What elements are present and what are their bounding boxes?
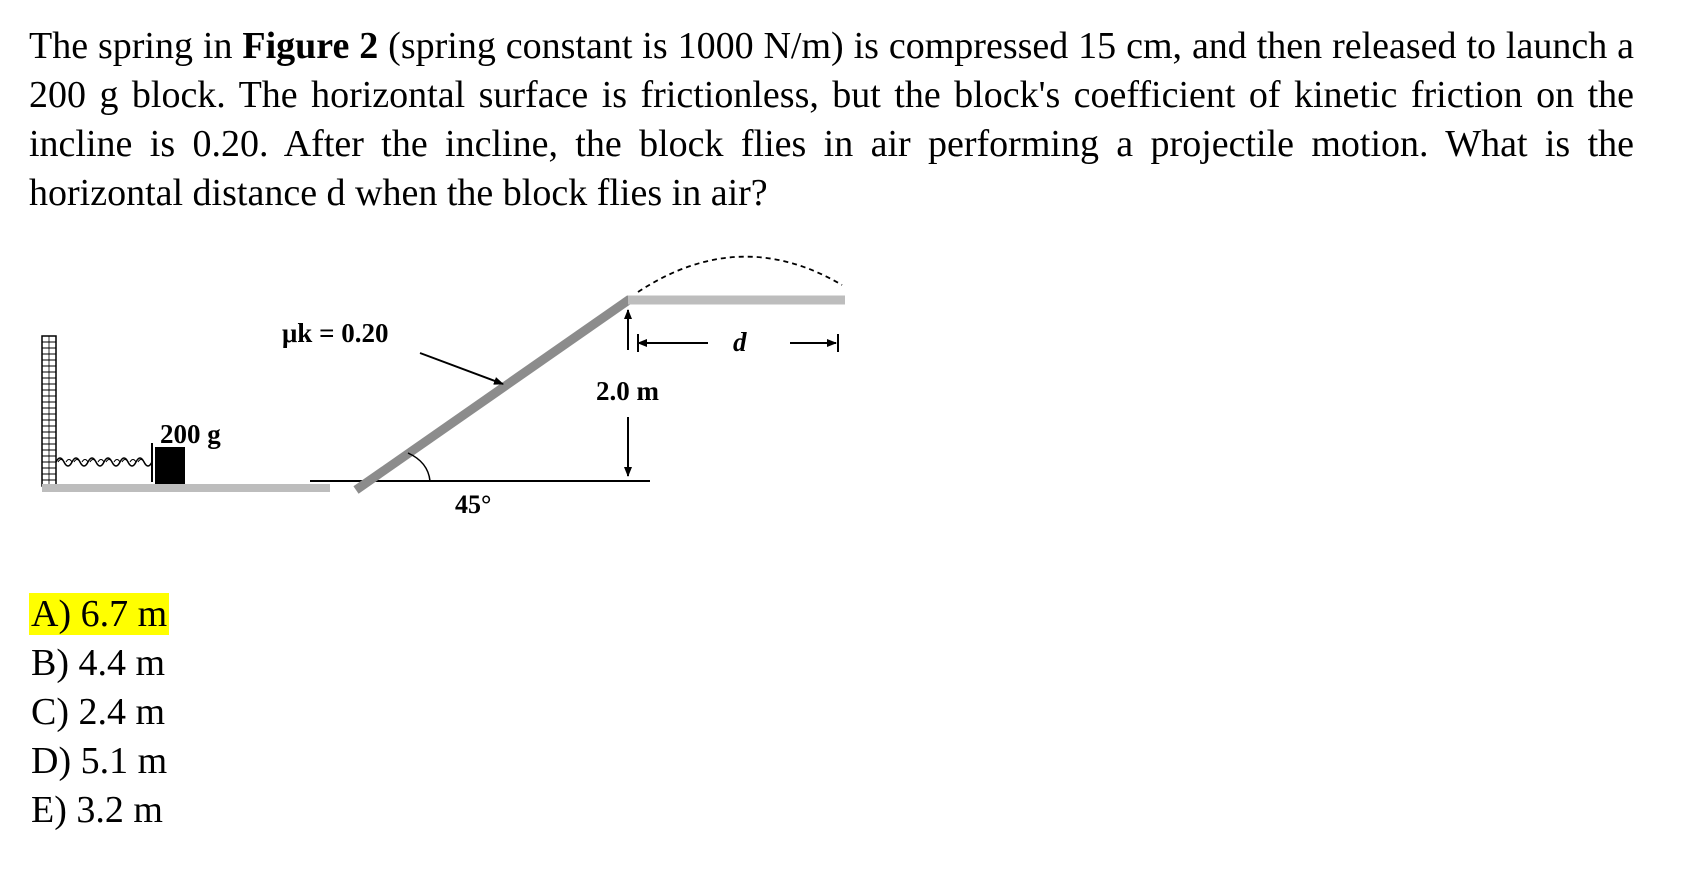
wall: [42, 336, 56, 486]
trajectory-path: [638, 257, 842, 292]
choice-d[interactable]: [29, 737, 169, 786]
friction-label: μk = 0.20: [282, 318, 389, 348]
choice-c-label: C) 2.4 m: [31, 691, 166, 733]
figure-svg: [0, 250, 900, 550]
block: [155, 447, 185, 484]
angle-arc: [408, 453, 430, 481]
choice-b-label: B) 4.4 m: [31, 642, 166, 684]
incline: [356, 299, 630, 490]
spring-coils: [58, 460, 144, 463]
choice-a-label: A) 6.7 m: [31, 593, 168, 635]
figure-reference: Figure 2: [242, 25, 379, 67]
distance-label: d: [733, 327, 747, 357]
mass-label: 200 g: [160, 419, 221, 449]
choice-e-label: E) 3.2 m: [31, 789, 163, 831]
choice-b[interactable]: [29, 639, 169, 688]
question-part1: The spring in: [29, 25, 243, 67]
question-text: [29, 22, 1634, 218]
choice-c[interactable]: [29, 688, 169, 737]
question-part2: (spring constant is 1000 N/m) is compressed 15 cm, and then released to launch a 200 g block. The horizontal surface is frictionless, but the block's coefficient of kinetic friction on the incline is 0.20. After the incline, the block flies in air performing a projectile motion. What is the horizontal distance d when the block flies in air?: [29, 25, 1634, 214]
choice-e[interactable]: [29, 786, 169, 835]
height-label: 2.0 m: [596, 376, 659, 406]
friction-arrow: [420, 353, 503, 384]
choice-a[interactable]: [29, 590, 169, 639]
angle-label: 45°: [455, 490, 492, 519]
answer-choices: [29, 590, 169, 835]
choice-d-label: D) 5.1 m: [31, 740, 168, 782]
physics-figure: [0, 250, 900, 550]
